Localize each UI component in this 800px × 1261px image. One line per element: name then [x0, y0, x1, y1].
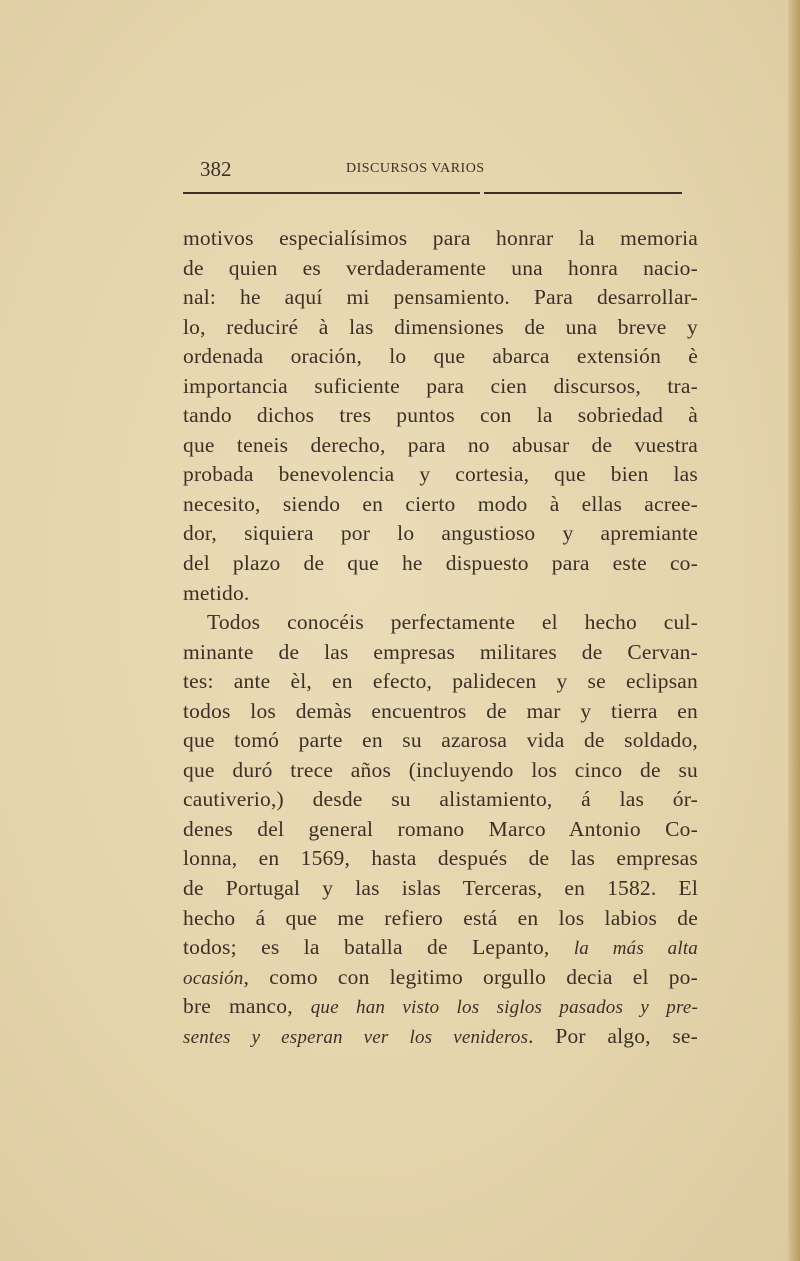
text-line: [183, 401, 698, 431]
text-line: [183, 224, 698, 254]
text-segment: todos los demàs encuentros de mar y tierra en: [183, 698, 698, 723]
text-segment: , como con legitimo orgullo decia el po-: [243, 964, 698, 989]
text-line: [183, 313, 698, 343]
text-line: [183, 254, 698, 284]
text-segment: que tomó parte en su azarosa vida de soldado,: [183, 728, 698, 753]
text-segment: lo, reduciré à las dimensiones de una breve y: [183, 314, 698, 339]
text-segment: lonna, en 1569, hasta después de las empresas: [183, 846, 698, 871]
text-segment: ordenada oración, lo que abarca extensión è: [183, 344, 698, 369]
text-line: [183, 283, 698, 313]
text-segment: necesito, siendo en cierto modo à ellas acree-: [183, 491, 698, 516]
text-segment: minante de las empresas militares de Cervan-: [183, 639, 698, 664]
text-line: [183, 1022, 698, 1052]
text-line: [183, 608, 698, 638]
text-line: [183, 874, 698, 904]
text-segment: tes: ante èl, en efecto, palidecen y se eclipsan: [183, 669, 698, 694]
text-line: [183, 667, 698, 697]
text-segment: probada benevolencia y cortesia, que bien las: [183, 462, 698, 487]
text-segment: Todos conocéis perfectamente el hecho cul-: [207, 610, 698, 635]
text-segment: que teneis derecho, para no abusar de vuestra: [183, 432, 698, 457]
page-edge-shadow: [788, 0, 800, 1261]
text-segment: importancia suficiente para cien discursos, tra-: [183, 373, 698, 398]
text-line: [183, 697, 698, 727]
italic-text: ocasión: [183, 967, 244, 989]
text-segment: hecho á que me refiero está en los labios de: [183, 905, 698, 930]
text-line: [183, 815, 698, 845]
text-line: [183, 785, 698, 815]
text-line: [183, 638, 698, 668]
text-line: [183, 756, 698, 786]
text-segment: nal: he aquí mi pensamiento. Para desarrollar-: [183, 285, 698, 310]
text-segment: que duró trece años (incluyendo los cinco de su: [183, 757, 698, 782]
text-segment: bre manco,: [183, 994, 311, 1019]
text-line: [183, 963, 698, 993]
text-line: [183, 579, 698, 609]
text-line: [183, 460, 698, 490]
text-line: [183, 904, 698, 934]
text-line: [183, 342, 698, 372]
running-title: DISCURSOS VARIOS: [346, 161, 485, 176]
text-segment: motivos especialísimos para honrar la memoria: [183, 226, 698, 250]
text-line: [183, 519, 698, 549]
text-segment: del plazo de que he dispuesto para este co-: [183, 551, 698, 576]
body-text: [183, 224, 698, 1051]
text-line: [183, 549, 698, 579]
italic-text: la más alta: [573, 938, 699, 960]
header-rule-left: [183, 192, 480, 194]
text-segment: . Por algo, se-: [528, 1023, 698, 1048]
text-segment: denes del general romano Marco Antonio Co-: [183, 816, 698, 841]
text-line: [183, 992, 698, 1022]
text-line: [183, 933, 698, 963]
header-rule-right: [484, 192, 682, 194]
text-segment: metido.: [183, 580, 250, 605]
italic-text: sentes y esperan ver los venideros: [183, 1026, 529, 1048]
italic-text: que han visto los siglos pasados y pre-: [310, 997, 698, 1019]
text-segment: de Portugal y las islas Terceras, en 1582. El: [183, 876, 698, 901]
page-number: 382: [200, 157, 232, 181]
text-segment: tando dichos tres puntos con la sobriedad à: [183, 403, 698, 428]
text-line: [183, 431, 698, 461]
text-line: [183, 490, 698, 520]
text-segment: cautiverio,) desde su alistamiento, á las ór-: [183, 787, 698, 812]
text-segment: todos; es la batalla de Lepanto,: [183, 935, 574, 960]
text-line: [183, 726, 698, 756]
text-line: [183, 372, 698, 402]
text-segment: de quien es verdaderamente una honra nacio-: [183, 255, 698, 280]
text-line: [183, 844, 698, 874]
text-segment: dor, siquiera por lo angustioso y apremiante: [183, 521, 698, 546]
